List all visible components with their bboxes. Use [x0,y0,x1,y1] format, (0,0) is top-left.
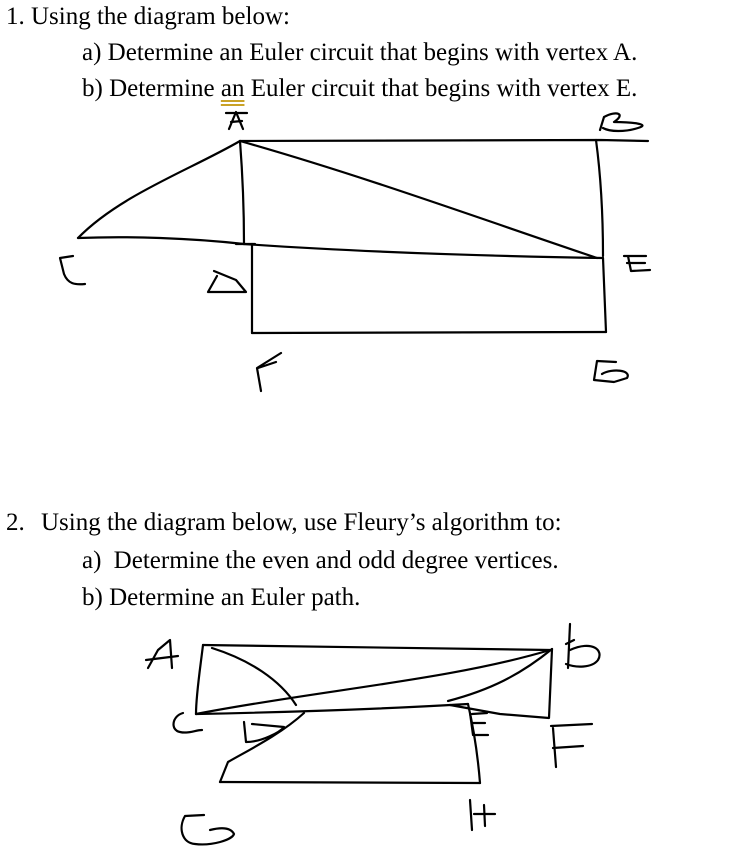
edge-a-c [78,141,240,238]
vertex-label-c [60,256,85,284]
vertex-label-h [470,800,495,830]
edge-g-h [220,782,480,783]
problem-2-part-b [82,583,360,613]
edge-a-e [240,141,597,258]
problem-1-part-b-post: Euler circuit that begins with vertex E. [250,75,638,102]
problem-1-number: 1. [6,3,25,30]
problem-1-part-b-an: an [220,75,245,102]
vertex-label-g [182,815,234,844]
problem-2-number: 2. [6,509,25,536]
problem-1-part-b-pre: Determine [109,75,215,102]
vertex-label-a [146,640,178,668]
edge-d-g [220,713,304,782]
problem-1-part-a [82,38,637,68]
edge-e-h [468,704,480,783]
edge-c-d [78,237,244,244]
edge-a-d [212,648,296,705]
problem-2-part-a [82,546,559,576]
vertex-label-a [226,112,247,129]
edge-a-b [240,140,648,141]
vertex-label-c [174,713,202,733]
problem-2-graph-diagram [0,615,755,852]
vertex-label-b [600,113,642,131]
problem-2-part-a-label: a) [82,547,102,574]
vertex-label-e [624,256,650,271]
problem-2-prompt: Using the diagram below, use Fleury’s algorithm to: [41,509,562,536]
problem-1-graph-diagram [0,100,755,400]
vertex-label-f [551,724,592,767]
problem-2-part-b-text: Determine an Euler path. [109,584,361,611]
vertex-label-f [257,353,281,391]
vertex-label-b [566,624,600,668]
problem-1-prompt-line [6,2,290,32]
problem-2-prompt-line [6,508,562,538]
vertex-label-g [594,361,628,382]
problem-1-part-a-label: a) [82,39,102,66]
problem-2-part-b-label: b) [82,584,103,611]
edge-f-g [252,332,606,333]
problem-1-edges [78,140,648,333]
edge-e-g [603,258,606,332]
problem-1-prompt: Using the diagram below: [31,3,290,30]
edge-a-c-left [196,645,203,714]
edge-b-e [596,140,603,256]
edge-c-e [196,704,468,714]
edge-c-b [196,650,550,714]
edge-d-e [244,244,603,258]
edge-e-b [448,649,552,701]
problem-2-part-a-text: Determine the even and odd degree vertices. [113,547,559,574]
edge-a-b [203,645,550,650]
problem-1-part-a-text: Determine an Euler circuit that begins with vertex A. [107,39,638,66]
vertex-label-d [208,271,246,292]
problem-2-edges [196,645,552,783]
problem-1-part-b-label: b) [82,75,103,102]
edge-a-d [240,141,244,244]
